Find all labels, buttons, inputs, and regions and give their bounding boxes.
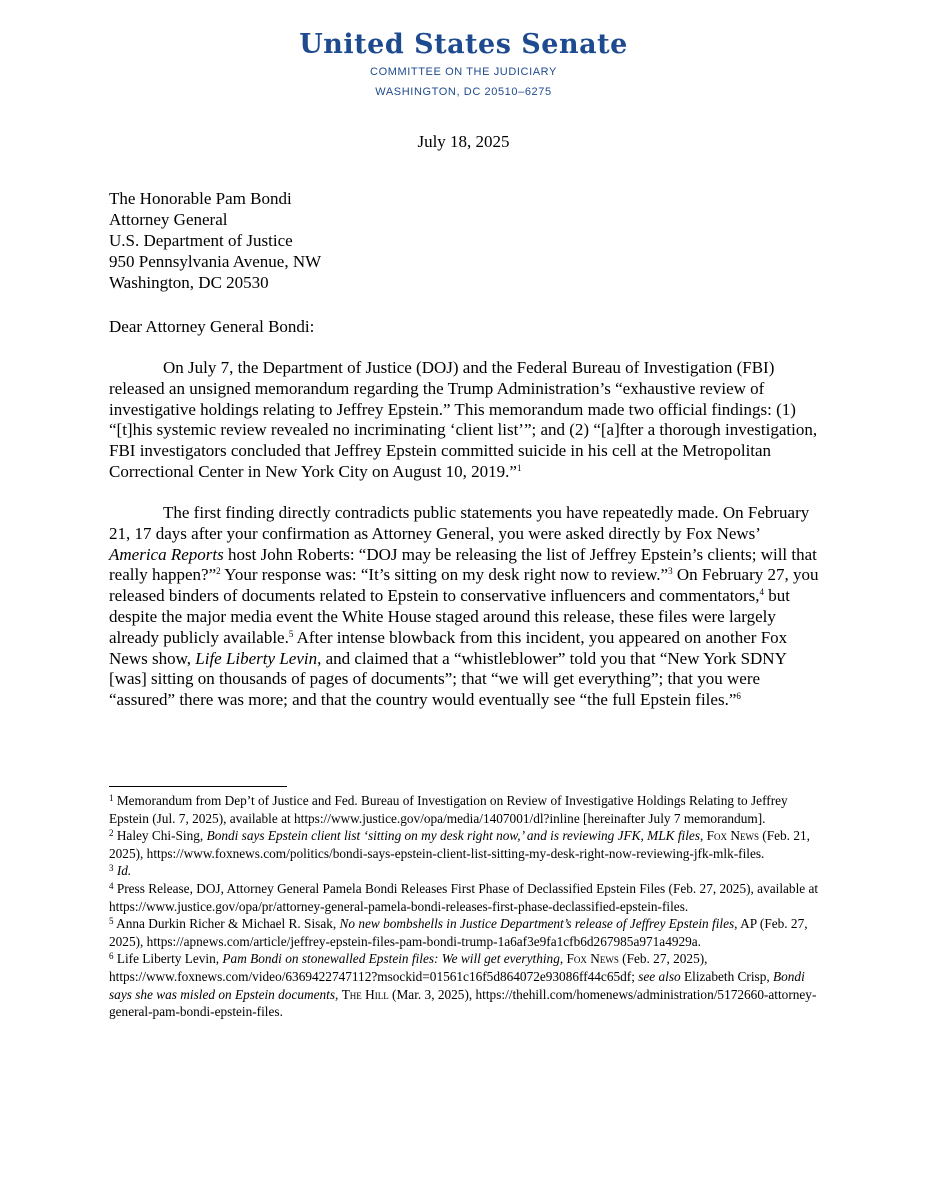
- recipient-line: The Honorable Pam Bondi: [109, 189, 292, 208]
- footnote-number: 4: [109, 880, 114, 891]
- footnote-text: , AP (Feb. 27, 2025), https://apnews.com/article/jeffrey-epstein-files-pam-bondi-trump-1a6af3e9fa1cfb6d267985a971a4929a.: [109, 916, 808, 949]
- footnote-3: [109, 862, 821, 880]
- committee-address: WASHINGTON, DC 20510–6275: [375, 86, 552, 98]
- recipient-line: Attorney General: [109, 210, 228, 229]
- committee-name: COMMITTEE ON THE JUDICIARY: [370, 66, 557, 78]
- footnote-number: 6: [109, 951, 114, 962]
- footnote-ref: 5: [288, 628, 294, 639]
- paragraph-2-text: host John Roberts: “DOJ may be releasing the list of Jeffrey Epstein’s clients; will that really happen?”: [109, 544, 817, 585]
- recipient-line: Washington, DC 20530: [109, 273, 269, 292]
- recipient-address: [109, 188, 321, 293]
- footnote-text: ,: [559, 951, 567, 967]
- publication-name: Fox News: [706, 828, 759, 844]
- publication-name: The Hill: [341, 986, 389, 1002]
- paragraph-1: [109, 358, 821, 483]
- senate-title: United States Senate: [299, 29, 628, 60]
- article-title: Pam Bondi on stonewalled Epstein files: We will get everything: [222, 951, 560, 967]
- footnote-number: 5: [109, 916, 114, 927]
- footnote-text: ,: [335, 986, 342, 1002]
- footnote-6: [109, 950, 821, 1020]
- signal-phrase: see also: [638, 968, 681, 984]
- footnote-ref: 2: [216, 566, 221, 577]
- footnote-text: Haley Chi-Sing,: [113, 828, 207, 844]
- paragraph-2-text: The first finding directly contradicts public statements you have repeatedly made. On February 21, 17 days after your confirmation as Attorney General, you were asked directly by Fox News’: [109, 503, 810, 543]
- letter-date: July 18, 2025: [417, 132, 510, 151]
- footnote-divider: [109, 786, 287, 787]
- footnote-4: [109, 880, 821, 915]
- footnote-ref: 4: [759, 587, 764, 598]
- footnotes: [109, 792, 821, 1021]
- paragraph-1-text: On July 7, the Department of Justice (DOJ) and the Federal Bureau of Investigation (FBI) released an unsigned memorandum regarding the Trump Administration’s “exhaustive review of investigative holdings relating to Jeffrey Epstein.” This memorandum made two official findings: (1) “[t]his systemic review revealed no incriminating ‘client list’”; and (2) “[a]fter a thorough investigation, FBI investigators concluded that Jeffrey Epstein committed suicide in his cell at the Metropolitan Correctional Center in New York City on August 10, 2019.”: [109, 358, 818, 481]
- footnote-number: 1: [109, 793, 114, 803]
- show-title: Life Liberty Levin: [195, 648, 318, 668]
- footnote-1: [109, 792, 821, 827]
- footnote-5: [109, 915, 821, 950]
- paragraph-2-text: , and claimed that a “whistleblower” told you that “New York SDNY [was] sitting on thousands of pages of documents”; that “we will get everything”; that you were “assured” there was more; and that the country would eventually see “the full Epstein files.”: [109, 648, 787, 710]
- paragraph-2-text: On February 27, you released binders of documents related to Epstein to conservative influencers and commentators,: [109, 565, 819, 606]
- footnote-text: Id.: [113, 863, 132, 879]
- recipient-line: 950 Pennsylvania Avenue, NW: [109, 252, 322, 271]
- publication-name: Fox News: [566, 951, 619, 967]
- article-title: Bondi says Epstein client list ‘sitting on my desk right now,’ and is reviewing JFK, MLK files: [206, 828, 700, 844]
- footnote-text: Memorandum from Dep’t of Justice and Fed. Bureau of Investigation on Review of Investigative Holdings Relating to Jeffrey Epstein (Jul. 7, 2025), available at https://www.justice.gov/opa/media/1407001/dl?inline [hereinafter July 7 memorandum].: [109, 793, 788, 826]
- footnote-ref: 1: [516, 462, 522, 473]
- paragraph-2: [109, 503, 821, 711]
- footnote-number: 2: [109, 828, 114, 839]
- show-title: America Reports: [109, 544, 224, 564]
- footnote-ref: 3: [668, 566, 673, 577]
- recipient-line: U.S. Department of Justice: [109, 231, 293, 250]
- footnote-text: Anna Durkin Richer & Michael R. Sisak,: [113, 916, 340, 932]
- footnote-text: (Mar. 3, 2025), https://thehill.com/homenews/administration/5172660-attorney-general-pam-bondi-epstein-files.: [109, 986, 817, 1020]
- footnote-text: Life Liberty Levin,: [113, 951, 223, 967]
- footnote-2: [109, 827, 821, 862]
- footnote-text: (Feb. 21, 2025), https://www.foxnews.com/politics/bondi-says-epstein-client-list-sitting-my-desk-right-now-reviewing-jfk-mlk-files.: [109, 828, 810, 861]
- footnote-text: Elizabeth Crisp,: [680, 968, 774, 984]
- article-title: Bondi says she was misled on Epstein documents: [109, 968, 805, 1002]
- footnote-text: (Feb. 27, 2025), https://www.foxnews.com/video/6369422747112?msockid=01561c16f5d864072e93086ff44c65df;: [109, 951, 708, 984]
- footnote-number: 3: [109, 863, 114, 874]
- salutation: Dear Attorney General Bondi:: [109, 317, 315, 336]
- paragraph-2-text: but despite the major media event the White House staged around this release, these files were largely already publicly available.: [109, 586, 790, 647]
- paragraph-2-text: Your response was: “It’s sitting on my desk right now to review.”: [220, 565, 669, 585]
- footnote-ref: 6: [736, 691, 741, 702]
- footnote-text: ,: [700, 828, 707, 844]
- paragraph-2-text: After intense blowback from this incident, you appeared on another Fox News show,: [109, 627, 788, 668]
- letterhead: [0, 28, 927, 102]
- article-title: No new bombshells in Justice Department’s release of Jeffrey Epstein files: [339, 916, 735, 932]
- footnote-text: Press Release, DOJ, Attorney General Pamela Bondi Releases First Phase of Declassified Epstein Files (Feb. 27, 2025), available at https://www.justice.gov/opa/pr/attorney-general-pamela-bondi-releases-first-phase-declassified-epstein-files.: [109, 880, 819, 914]
